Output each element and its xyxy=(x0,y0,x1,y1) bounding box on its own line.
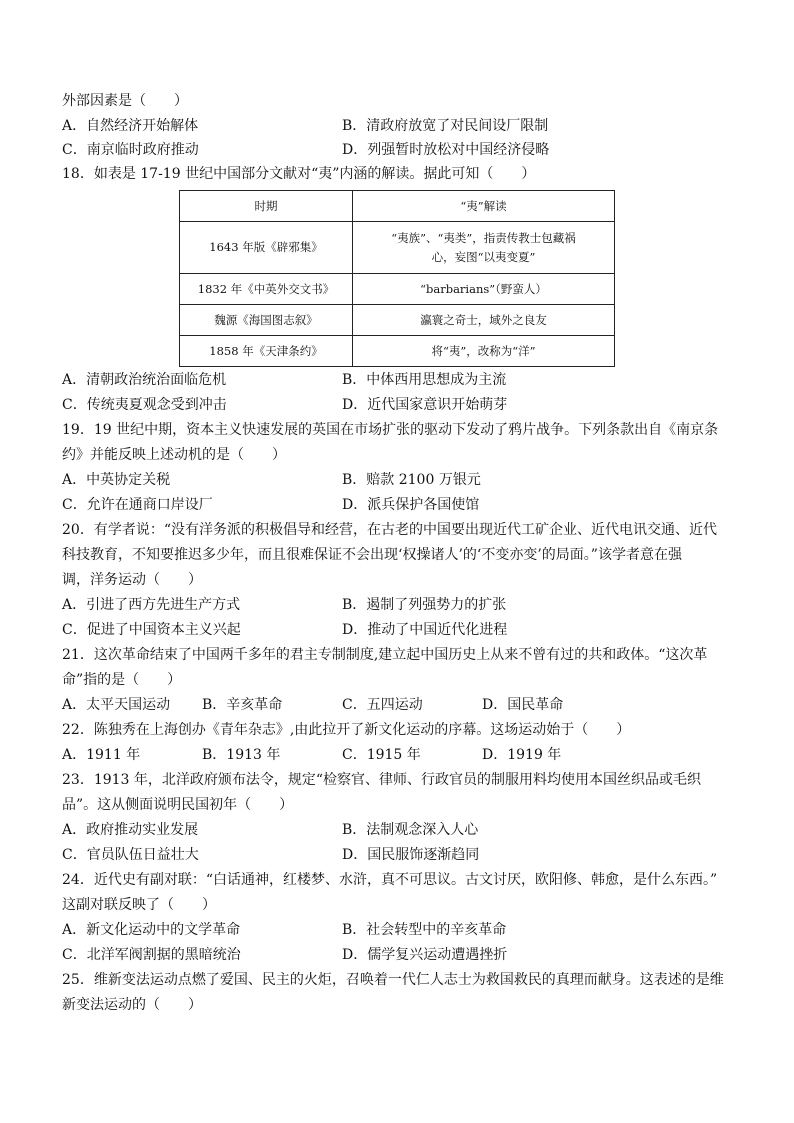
table-row xyxy=(180,274,615,305)
q20-option-d: D．推动了中国近代化进程 xyxy=(342,622,508,638)
table-cell-period: 1858 年《天津条约》 xyxy=(180,336,353,367)
q21-stem-line2: 命”指的是（ ） xyxy=(62,672,182,688)
table-row xyxy=(180,222,615,274)
q20-option-c: C．促进了中国资本主义兴起 xyxy=(62,622,241,638)
q24-stem-line2: 这副对联反映了（ ） xyxy=(62,897,216,913)
q25-stem-line1: 25．维新变法运动点燃了爱国、民主的火炬，召唤着一代仁人志士为救国救民的真理而献身。这表述的是维 xyxy=(62,972,724,988)
q20-stem-line1: 20．有学者说：“没有洋务派的积极倡导和经营，在古老的中国要出现近代工矿企业、近代电讯交通、近代 xyxy=(62,522,717,538)
table-row xyxy=(180,305,615,336)
q19-option-d: D．派兵保护各国使馆 xyxy=(342,497,480,513)
table-cell-interpretation: “夷族”、“夷类”，指责传教士包藏祸心，妄图“以夷变夏” xyxy=(353,222,615,274)
table-header-row xyxy=(180,191,615,222)
q18-stem: 18．如表是 17-19 世纪中国部分文献对“夷”内涵的解读。据此可知（ ） xyxy=(62,166,536,182)
table-cell-period: 1643 年版《辟邪集》 xyxy=(180,222,353,274)
q24-option-a: A．新文化运动中的文学革命 xyxy=(62,922,241,938)
q17-option-d: D．列强暂时放松对中国经济侵略 xyxy=(342,142,550,158)
q22-option-b: B．1913 年 xyxy=(202,747,281,763)
q20-stem-line3: 调，洋务运动（ ） xyxy=(62,572,202,588)
q24-option-d: D．儒学复兴运动遭遇挫折 xyxy=(342,947,508,963)
q22-option-d: D．1919 年 xyxy=(482,747,562,763)
q23-option-c: C．官员队伍日益壮大 xyxy=(62,847,199,863)
table-header-interpretation: “夷”解读 xyxy=(353,191,615,222)
q17-option-b: B．清政府放宽了对民间设厂限制 xyxy=(342,118,549,134)
q19-stem-line2: 约》并能反映上述动机的是（ ） xyxy=(62,447,286,463)
q19-option-a: A．中英协定关税 xyxy=(62,472,171,488)
q19-option-b: B．赔款 2100 万银元 xyxy=(342,472,481,488)
q25-stem-line2: 新变法运动的（ ） xyxy=(62,997,202,1013)
q23-option-a: A．政府推动实业发展 xyxy=(62,822,199,838)
q23-stem-line2: 品”。这从侧面说明民国初年（ ） xyxy=(62,797,294,813)
q20-option-b: B．遏制了列强势力的扩张 xyxy=(342,597,507,613)
q18-option-a: A．清朝政治统治面临危机 xyxy=(62,372,227,388)
q22-stem: 22．陈独秀在上海创办《青年杂志》,由此拉开了新文化运动的序幕。这场运动始于（ ） xyxy=(62,722,631,738)
q21-option-b: B．辛亥革命 xyxy=(202,697,283,713)
q18-table xyxy=(179,190,615,367)
q21-option-d: D．国民革命 xyxy=(482,697,564,713)
q22-option-a: A．1911 年 xyxy=(62,747,141,763)
q21-option-a: A．太平天国运动 xyxy=(62,697,171,713)
table-cell-interpretation: 瀛寰之奇士，域外之良友 xyxy=(353,305,615,336)
q24-option-b: B．社会转型中的辛亥革命 xyxy=(342,922,507,938)
q17-option-a: A．自然经济开始解体 xyxy=(62,118,199,134)
q20-option-a: A．引进了西方先进生产方式 xyxy=(62,597,241,613)
q22-option-c: C．1915 年 xyxy=(342,747,421,763)
q23-option-b: B．法制观念深入人心 xyxy=(342,822,479,838)
table-cell-interpretation: 将“夷”，改称为“洋” xyxy=(353,336,615,367)
table-row xyxy=(180,336,615,367)
q18-option-c: C．传统夷夏观念受到冲击 xyxy=(62,397,227,413)
q21-option-c: C．五四运动 xyxy=(342,697,423,713)
q20-stem-line2: 科技教育，不知要推迟多少年，而且很难保证不会出现‘权操诸人’的‘不变亦变’的局面。”该学者意在强 xyxy=(62,547,682,563)
q17-stem-tail: 外部因素是（ ） xyxy=(62,93,188,109)
table-cell-interpretation: “barbarians”（野蛮人） xyxy=(353,274,615,305)
q19-option-c: C．允许在通商口岸设厂 xyxy=(62,497,213,513)
q18-option-d: D．近代国家意识开始萌芽 xyxy=(342,397,508,413)
q17-option-c: C．南京临时政府推动 xyxy=(62,142,199,158)
table-cell-period: 1832 年《中英外交文书》 xyxy=(180,274,353,305)
q19-stem-line1: 19．19 世纪中期，资本主义快速发展的英国在市场扩张的驱动下发动了鸦片战争。下列条款出自《南京条 xyxy=(62,422,719,438)
q24-stem-line1: 24．近代史有副对联：“白话通神，红楼梦、水浒，真不可思议。古文讨厌，欧阳修、韩愈，是什么东西。” xyxy=(62,872,718,888)
q18-option-b: B．中体西用思想成为主流 xyxy=(342,372,507,388)
table-cell-period: 魏源《海国图志叙》 xyxy=(180,305,353,336)
q21-stem-line1: 21．这次革命结束了中国两千多年的君主专制制度,建立起中国历史上从来不曾有过的共和政体。“这次革 xyxy=(62,647,708,663)
table-header-period: 时期 xyxy=(180,191,353,222)
q23-stem-line1: 23．1913 年，北洋政府颁布法令，规定“检察官、律师、行政官员的制服用料均使用本国丝织品或毛织 xyxy=(62,772,702,788)
q24-option-c: C．北洋军阀割据的黑暗统治 xyxy=(62,947,241,963)
q23-option-d: D．国民服饰逐渐趋同 xyxy=(342,847,480,863)
